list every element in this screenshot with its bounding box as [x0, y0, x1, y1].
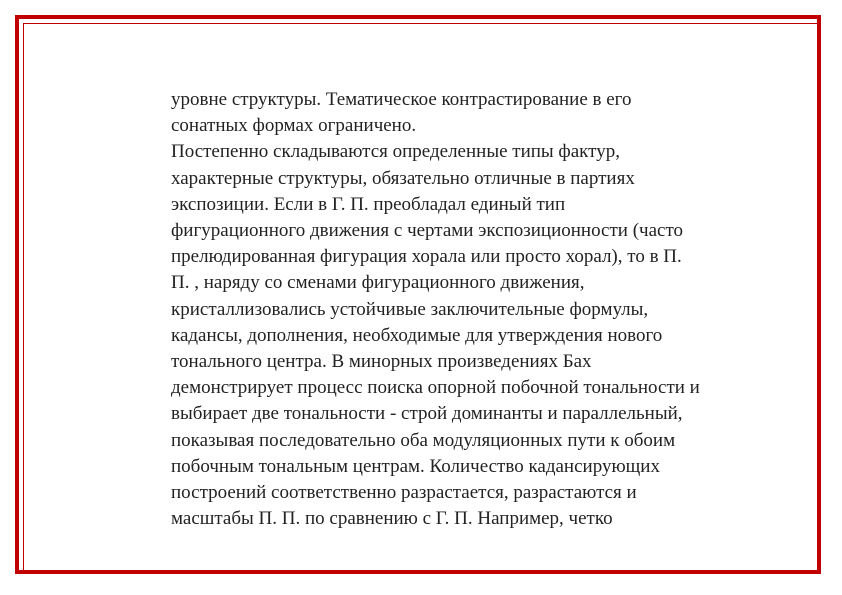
text-line: тонального центра. В минорных произведениях Бах [171, 351, 592, 373]
body-text [171, 87, 791, 532]
text-line: фигурационного движения с чертами экспозиционности (часто [171, 220, 684, 242]
text-line: характерные структуры, обязательно отличные в партиях [171, 167, 635, 189]
text-line: построений соответственно разрастается, разрастаются и [171, 482, 637, 504]
text-line: демонстрирует процесс поиска опорной побочной тональности и [171, 377, 700, 399]
text-line: экспозиции. Если в Г. П. преобладал единый тип [171, 193, 566, 215]
text-line: побочным тональным центрам. Количество кадансирующих [171, 455, 660, 477]
text-line: масштабы П. П. по сравнению с Г. П. Например, четко [171, 508, 613, 530]
text-line: П. , наряду со сменами фигурационного движения, [171, 272, 585, 294]
text-line: сонатных формах ограничено. [171, 115, 417, 137]
text-line: кадансы, дополнения, необходимые для утверждения нового [171, 324, 663, 346]
text-line: Постепенно складываются определенные типы фактур, [171, 141, 620, 163]
text-line: выбирает две тональности - строй доминанты и параллельный, [171, 403, 683, 425]
text-line: кристаллизовались устойчивые заключительные формулы, [171, 298, 649, 320]
text-line: показывая последовательно оба модуляционных пути к обоим [171, 429, 676, 451]
text-line: прелюдированная фигурация хорала или просто хорал), то в П. [171, 246, 682, 268]
text-line: уровне структуры. Тематическое контрастирование в его [171, 89, 632, 110]
